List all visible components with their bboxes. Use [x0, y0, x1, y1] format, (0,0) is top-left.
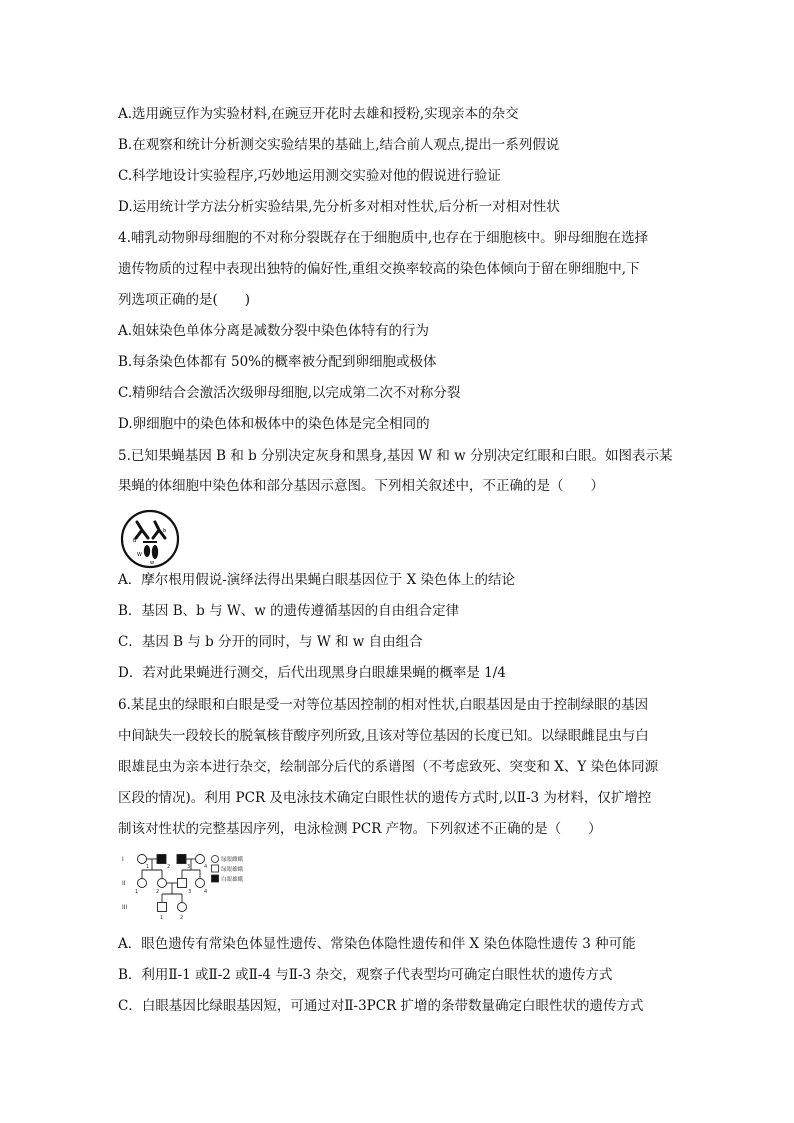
ped-num-I-4: 4 — [204, 864, 208, 870]
q6-option-b: B．利用Ⅱ-1 或Ⅱ-2 或Ⅱ-4 与Ⅱ-3 杂交，观察子代表型均可确定白眼性状的遗传方式 — [118, 967, 613, 983]
legend-male-green-symbol — [212, 865, 219, 872]
gene-label-B: B — [133, 538, 137, 544]
fruit-fly-cell-figure — [119, 508, 181, 570]
ped-III-1-male — [158, 903, 167, 912]
x-chromosome — [144, 545, 150, 557]
ped-num-II-4: 4 — [204, 889, 208, 895]
generation-label-1: I — [122, 856, 124, 863]
q4-option-a: A.姐妹染色单体分离是减数分裂中染色体特有的行为 — [118, 323, 430, 339]
q4-stem-line1: 4.哺乳动物卵母细胞的不对称分裂既存在于细胞质中,也存在于细胞核中。卵母细胞在选择 — [118, 230, 649, 246]
ped-num-I-1: 1 — [146, 864, 150, 870]
q6-stem-line2: 中间缺失一段较长的脱氧核苷酸序列所致,且该对等位基因的长度已知。以绿眼雌昆虫与白 — [118, 728, 649, 744]
legend-female-green-symbol — [212, 856, 219, 863]
generation-label-2: II — [122, 880, 126, 887]
q5-stem-line2: 果蝇的体细胞中染色体和部分基因示意图。下列相关叙述中，不正确的是（ ） — [118, 478, 604, 494]
ped-II-4-female — [196, 879, 205, 888]
chromosome-small-pair — [143, 541, 157, 543]
ped-III-2-female — [178, 903, 187, 912]
q6-stem-line5: 制该对性状的完整基因序列，电泳检测 PCR 产物。下列叙述不正确的是（ ） — [118, 821, 602, 837]
q5-stem-line1: 5.已知果蝇基因 B 和 b 分别决定灰身和黑身,基因 W 和 w 分别决定红眼和白眼。如图表示某 — [118, 448, 673, 464]
q6-stem-line3: 眼雄昆虫为亲本进行杂交，绘制部分后代的系谱图（不考虑致死、突变和 X、Y 染色体同源 — [118, 759, 659, 775]
q4-option-c: C.精卵结合会激活次级卵母细胞,以完成第二次不对称分裂 — [118, 385, 461, 401]
cell-membrane — [122, 511, 178, 567]
ped-II-1-female — [138, 879, 147, 888]
ped-num-I-3: 3 — [187, 864, 191, 870]
ped-I-4-female — [196, 855, 205, 864]
ped-I-2-male-affected — [157, 855, 166, 864]
legend-male-green: 绿眼雄蛾 — [221, 867, 244, 873]
ped-II-2-female — [158, 879, 167, 888]
ped-num-II-3: 3 — [188, 889, 192, 895]
q5-option-b: B．基因 B、b 与 W、w 的遗传遵循基因的自由组合定律 — [118, 603, 460, 619]
ped-num-II-2: 2 — [156, 889, 160, 895]
ped-num-III-1: 1 — [160, 915, 164, 921]
q6-stem-line4: 区段的情况)。利用 PCR 及电泳技术确定白眼性状的遗传方式时,以Ⅱ-3 为材料，仅扩增控 — [118, 790, 652, 806]
q3-option-d: D.运用统计学方法分析实验结果,先分析多对相对性状,后分析一对相对性状 — [118, 199, 560, 215]
q4-option-d: D.卵细胞中的染色体和极体中的染色体是完全相同的 — [118, 416, 430, 432]
generation-label-3: III — [122, 904, 128, 911]
ped-I-1-female — [138, 855, 147, 864]
legend-male-white: 白眼雄蛾 — [221, 877, 244, 883]
gene-label-w: w — [150, 560, 155, 566]
q4-stem-line2: 遗传物质的过程中表现出独特的偏好性,重组交换率较高的染色体倾向于留在卵细胞中,下 — [118, 261, 640, 277]
q5-option-a: A．摩尔根用假说-演绎法得出果蝇白眼基因位于 X 染色体上的结论 — [118, 572, 516, 588]
q6-option-c: C．白眼基因比绿眼基因短，可通过对Ⅱ-3PCR 扩增的条带数量确定白眼性状的遗传方式 — [118, 998, 644, 1014]
chromosome-pair-1 — [136, 522, 148, 538]
q4-stem-line3: 列选项正确的是( ) — [118, 292, 251, 308]
ped-num-III-2: 2 — [180, 915, 184, 921]
gene-label-W: W — [137, 552, 142, 558]
ped-num-II-1: 1 — [135, 889, 139, 895]
ped-II-3-male — [178, 879, 187, 888]
q3-option-a: A.选用豌豆作为实验材料,在豌豆开花时去雄和授粉,实现亲本的杂交 — [118, 106, 519, 122]
q3-option-b: B.在观察和统计分析测交实验结果的基础上,结合前人观点,提出一系列假说 — [118, 137, 560, 153]
q6-option-a: A．眼色遗传有常染色体显性遗传、常染色体隐性遗传和伴 X 染色体隐性遗传 3 种可能 — [118, 936, 636, 952]
legend-female-green: 绿眼雌蛾 — [221, 857, 244, 863]
q3-option-c: C.科学地设计实验程序,巧妙地运用测交实验对他的假说进行验证 — [118, 168, 501, 184]
y-chromosome — [152, 545, 158, 559]
q5-option-c: C．基因 B 与 b 分开的同时，与 W 和 w 自由组合 — [118, 634, 423, 650]
q5-option-d: D．若对此果蝇进行测交，后代出现黑身白眼雄果蝇的概率是 1/4 — [118, 665, 506, 681]
ped-I-3-male-affected — [177, 855, 186, 864]
q4-option-b: B.每条染色体都有 50%的概率被分配到卵细胞或极体 — [118, 354, 437, 370]
legend-male-white-symbol — [212, 875, 219, 882]
pedigree-chart — [118, 852, 268, 922]
gene-label-b: b — [163, 528, 167, 534]
ped-num-I-2: 2 — [167, 864, 171, 870]
q6-stem-line1: 6.某昆虫的绿眼和白眼是受一对等位基因控制的相对性状,白眼基因是由于控制绿眼的基因 — [118, 697, 649, 713]
